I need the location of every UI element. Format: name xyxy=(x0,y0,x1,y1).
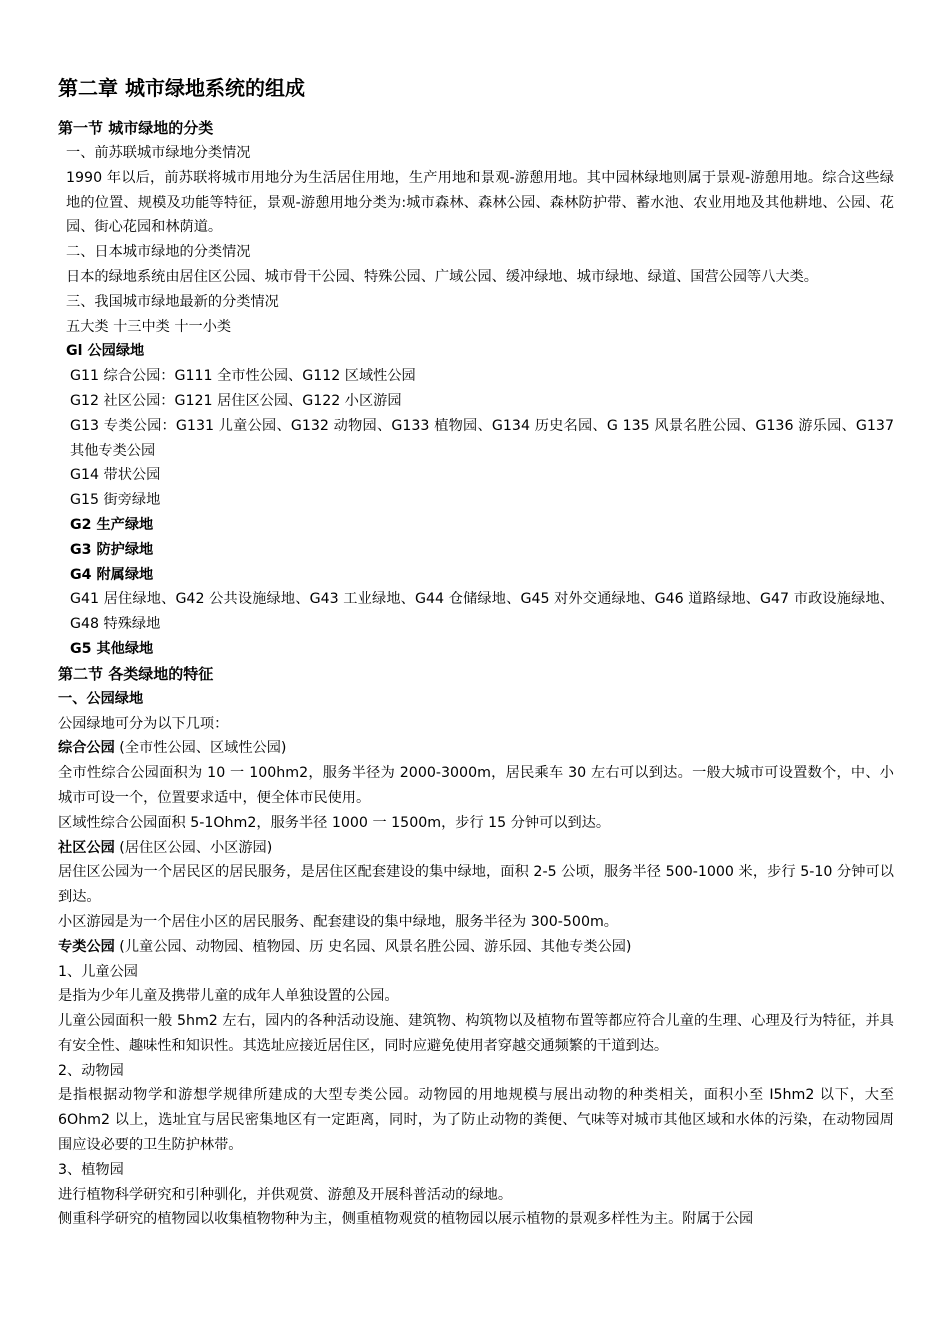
item-botanical-garden: 3、植物园 xyxy=(58,1161,124,1178)
community-park-label: 社区公园 xyxy=(58,839,115,856)
paragraph-park-intro: 公园绿地可分为以下几项： xyxy=(58,715,229,732)
item-zoo: 2、动物园 xyxy=(58,1062,124,1079)
paragraph-zoo: 是指根据动物学和游想学规律所建成的大型专类公园。动物园的用地规模与展出动物的种类相关，面积小至 I5hm2 以下，大至 6Ohm2 以上，选址宜与居民密集地区有一定距离，同时，为了防止动物的粪便、气味等对城市其他区域和水体的污染，在动物园周围应设必要的卫生防护林带。 xyxy=(58,1087,894,1154)
category-g14: G14 带状公园 xyxy=(70,467,161,484)
comprehensive-park-note: (全市性公园、区域性公园) xyxy=(119,740,287,757)
category-g2: G2 生产绿地 xyxy=(70,516,154,533)
paragraph-china-summary: 五大类 十三中类 十一小类 xyxy=(66,318,232,335)
category-g3: G3 防护绿地 xyxy=(70,541,154,558)
chapter-title: 第二章 城市绿地系统的组成 xyxy=(58,76,305,100)
subheading-comprehensive-park xyxy=(58,736,894,761)
section-2-title: 第二节 各类绿地的特征 xyxy=(58,664,214,683)
category-g15: G15 街旁绿地 xyxy=(70,492,161,509)
category-g1: Gl 公园绿地 xyxy=(66,343,145,360)
category-g13: G13 专类公园：G131 儿童公园、G132 动物园、G133 植物园、G134 历史名园、G 135 风景名胜公园、G136 游乐园、G137 其他专类公园 xyxy=(70,417,894,459)
community-park-note: (居住区公园、小区游园) xyxy=(119,839,273,856)
subheading-themed-park xyxy=(58,935,894,960)
category-g5: G5 其他绿地 xyxy=(70,640,154,657)
heading-china: 三、我国城市绿地最新的分类情况 xyxy=(66,293,279,310)
category-g12: G12 社区公园：G121 居住区公园、G122 小区游园 xyxy=(70,392,402,409)
paragraph-citywide-park: 全市性综合公园面积为 10 一 100hm2，服务半径为 2000-3000m，居民乘车 30 左右可以到达。一般大城市可设置数个，中、小城市可设一个，位置要求适中，便全体市民使用。 xyxy=(58,765,894,806)
paragraph-regional-park: 区域性综合公园面积 5-1Ohm2，服务半径 1000 一 1500m，步行 15 分钟可以到达。 xyxy=(58,814,611,831)
category-g11: G11 综合公园：G111 全市性公园、G112 区域性公园 xyxy=(70,368,416,385)
paragraph-small-park: 小区游园是为一个居住小区的居民服务、配套建设的集中绿地，服务半径为 300-500m。 xyxy=(58,913,618,930)
subheading-community-park xyxy=(58,836,894,861)
paragraph-botanical-detail: 侧重科学研究的植物园以收集植物物种为主，侧重植物观赏的植物园以展示植物的景观多样性为主。附属于公园 xyxy=(58,1211,754,1228)
paragraph-japan: 日本的绿地系统由居住区公园、城市骨干公园、特殊公园、广域公园、缓冲绿地、城市绿地、绿道、国营公园等八大类。 xyxy=(66,268,818,285)
paragraph-children-park-detail: 儿童公园面积一般 5hm2 左右，园内的各种活动设施、建筑物、构筑物以及植物布置等都应符合儿童的生理、心理及行为特征，并具有安全性、趣味性和知识性。其选址应接近居住区，同时应避免使用者穿越交通频繁的干道到达。 xyxy=(58,1013,894,1054)
section-1-title: 第一节 城市绿地的分类 xyxy=(58,119,214,137)
category-g4: G4 附属绿地 xyxy=(70,566,154,583)
category-g41-g48: G41 居住绿地、G42 公共设施绿地、G43 工业绿地、G44 仓储绿地、G45 对外交通绿地、G46 道路绿地、G47 市政设施绿地、G48 特殊绿地 xyxy=(70,591,894,633)
paragraph-ussr: 1990 年以后，前苏联将城市用地分为生活居住用地，生产用地和景观-游憩用地。其中园林绿地则属于景观-游憩用地。综合这些绿地的位置、规模及功能等特征，景观-游憩用地分类为:城市森林、森林公园、森林防护带、蓄水池、农业用地及其他耕地、公园、花园、街心花园和林荫道。 xyxy=(66,169,894,236)
paragraph-children-park-def: 是指为少年儿童及携带儿童的成年人单独设置的公园。 xyxy=(58,988,399,1005)
item-children-park: 1、儿童公园 xyxy=(58,963,138,980)
heading-park-greenspace: 一、公园绿地 xyxy=(58,690,144,707)
themed-park-note: (儿童公园、动物园、植物园、历 史名园、风景名胜公园、游乐园、其他专类公园) xyxy=(119,938,632,955)
heading-japan: 二、日本城市绿地的分类情况 xyxy=(66,244,251,261)
paragraph-botanical-def: 进行植物科学研究和引种驯化，并供观赏、游憩及开展科普活动的绿地。 xyxy=(58,1186,513,1203)
heading-ussr: 一、前苏联城市绿地分类情况 xyxy=(66,145,251,161)
themed-park-label: 专类公园 xyxy=(58,938,115,955)
document-body xyxy=(58,74,894,1232)
paragraph-residential-park: 居住区公园为一个居民区的居民服务，是居住区配套建设的集中绿地，面积 2-5 公顷，服务半径 500-1000 米，步行 5-10 分钟可以到达。 xyxy=(58,864,894,906)
comprehensive-park-label: 综合公园 xyxy=(58,740,115,757)
